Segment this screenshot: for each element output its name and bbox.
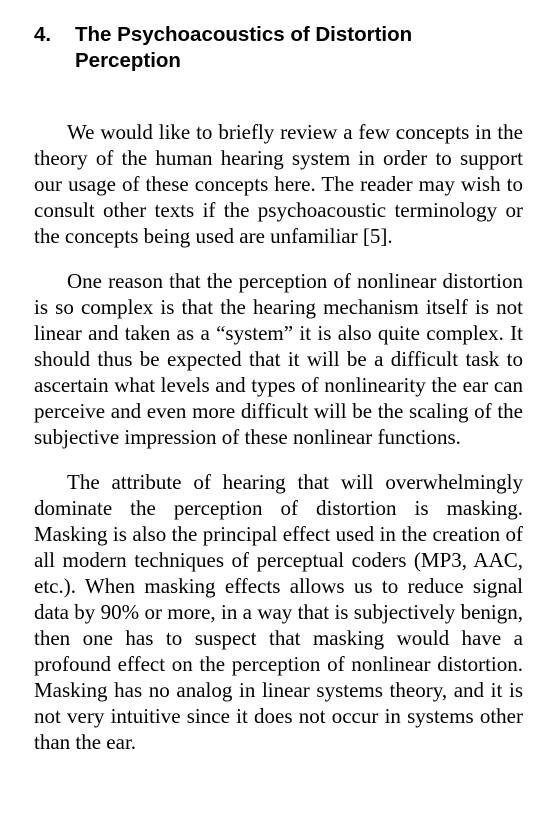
paragraph-nonlinear-perception: One reason that the perception of nonlinear distortion is so complex is that the hearing mechanism itself is not linear and taken as a “system” it is also quite complex. It should thus be expected that it will be a difficult task to ascertain what levels and types of nonlinearity the ear can perceive and even more difficult will be the scaling of the subjective impression of these nonlinear functions. (34, 269, 523, 449)
section-number: 4. (34, 23, 52, 46)
section-title: The Psychoacoustics of Distortion Perception (75, 23, 413, 72)
section-heading (34, 22, 523, 74)
paragraph-intro: We would like to briefly review a few concepts in the theory of the human hearing system in order to support our usage of these concepts here. The reader may wish to consult other texts if the psychoacoustic terminology or the concepts being used are unfamiliar [5]. (34, 120, 523, 248)
paragraph-masking: The attribute of hearing that will overwhelmingly dominate the perception of distortion is masking. Masking is also the principal effect used in the creation of all modern techniques of perceptual coders (MP3, AAC, etc.). When masking effects allows us to reduce signal data by 90% or more, in a way that is subjectively benign, then one has to suspect that masking would have a profound effect on the perception of nonlinear distortion. Masking has no analog in linear systems theory, and it is not very intuitive since it does not occur in systems other than the ear. (34, 470, 523, 754)
document-page (34, 22, 523, 755)
